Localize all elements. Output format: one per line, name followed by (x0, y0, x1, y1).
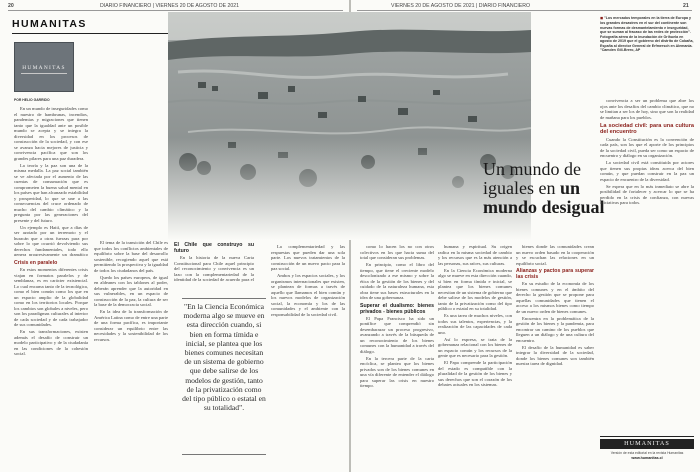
flood-illustration (168, 12, 531, 240)
aerial-flood-photo (168, 12, 531, 240)
top-rule-right (357, 10, 692, 11)
article-column-7 (516, 244, 594, 466)
subhead-alianzas: Alianzas y pactos para superar las crisis (516, 268, 594, 280)
paragraph: La complementariedad y las respuestas que pueden dar una sola parte. Los nuevos tratamientos de la construcción de un nuevo pacto para la paz social. (271, 244, 345, 271)
pullquote-rule-bottom (182, 454, 266, 455)
paragraph: Cuando la Constitución es la convención de cada país, son los que el aporte de los principios de la sociedad civil, pueda ser como un espacio de encuentro y diálogo en su organización. (600, 136, 694, 159)
paragraph: Es una tarea de muchos niveles, con todos sus talentos, experiencias, y la realización de las capacidades de cada uno. (438, 313, 512, 335)
article-column-1b (14, 258, 88, 466)
folio-right (683, 3, 689, 9)
headline-line-2-regular: iguales en (483, 178, 556, 198)
headline-line-3: mundo desigual (483, 197, 605, 217)
top-rule-left (8, 10, 343, 11)
paragraph: El tema de la transición del Chile es que todos los conflictos ambientales de equilibrio sobre la base del desarrollo sostenible, recogiendo aquel que está permitiendo la prospectiva y la igualdad de todos los ciudadanos del país. (94, 240, 168, 273)
paragraph: En la Ciencia Económica moderna algo se mueve en esta dirección cuando, si bien en forma tímida e inicial, se plantea que los bienes comunes necesitan de un sistema de gobierno que debe salirse de los modelos de gestión, tanto de la privatización como del tipo público o estatal en su totalidad. (438, 267, 512, 311)
article-column-3-top (174, 240, 254, 284)
paragraph: El Papa comprende la participación del estado es compatible con la pluralidad de la gestión de los bienes y sus derechos que son el corazón de los debates actuales en los sistemas. (438, 360, 512, 387)
article-column-4 (271, 244, 345, 466)
paragraph: En un mundo de inseguridades como el nuestro de hambrunas, incendios, pandemias y migraciones que tienen tanto que la igualdad ante un posible mundo se acepta y se integra la diversidad en los procesos de construcción de la sociedad, y con ese se avanza hacia mejores de justicia y convivencia pacífica que son los grandes pilares para una paz duradera. (14, 106, 88, 161)
paragraph: Ambos y los espacios sociales, y los organismos internacionales que existen, se plantean de formas a través de aquello que llamamos el bien común y los nuevos modelos de organización social, la economía y los de las comunidades y el ambiente con la responsabilidad de la sociedad civil. (271, 273, 345, 317)
headline-line-2-bold: un (559, 178, 581, 198)
subhead-crisis: Crisis en paralelo (14, 260, 58, 266)
paragraph: El Papa Francisco ha sido un pontífice que comprendió sin desembarazar un proceso progresivo, avanzando a través de la búsqueda de un reconocimiento de los bienes comunes con la humanidad a través del diálogo. (360, 315, 434, 354)
section-title: HUMANITAS (12, 18, 87, 30)
humanitas-logo (14, 42, 74, 92)
page-number-left: 20 (8, 3, 14, 9)
article-column-6 (438, 244, 512, 466)
pullquote: "En la Ciencia Económica moderna algo se mueve en esta dirección cuando, si bien en forma tímida e inicial, se plantea que los bienes comunes necesitan de un sistema de gobierno que debe salirse de los modelos de gestión, tanto de la privatización como del tipo público o estatal en su totalidad". (182, 302, 266, 413)
article-column-8 (600, 98, 694, 432)
article-column-1 (14, 106, 88, 256)
page-number-right: 21 (683, 3, 689, 9)
folio-left-text: DIARIO FINANCIERO | VIERNES 20 DE AGOSTO DE 2021 (100, 3, 240, 9)
paragraph: Se espera que en lo más inmediato se abre la posibilidad de fortalecer y acercar lo que se ha perdido en la crisis de confianza, con nuevas iniciativas para todos. (600, 183, 694, 206)
headline-line-1: Un mundo de (483, 159, 581, 179)
headline-line-2 (483, 179, 605, 198)
paragraph: La sociedad civil está constituida por actores que tienen sus propias ideas acerca del bien común, y que puedan construir en la paz un espacio de encuentro de la diversidad. (600, 160, 694, 182)
article-column-2 (94, 240, 168, 466)
paragraph: La teoría y la paz son una de la misma medalla. La paz social también se ve afectada por el aumento de las cuentas de consumación que es comprometen la buena salud mental en los países que han alcanzado estabilidad y prosperidad, lo que se une a las consecuencias del cruce ordenado de mucho del cambio climático y la pregunta por las generaciones del presente y del futuro. (14, 162, 88, 223)
paragraph: En estos momentos diferentes crisis viajan en formatos paralelos y de semblanza, es en carácter existencial. Lo cual encarna tanto de la tecnológica, como el bien común como los que en un espacio amplio de la globalidad como en los territorios locales. Porque los cambios son globales a niveles, pero son los paradigmas culturales al interior de cada sociedad y de cada trabajador de sus comunidades. (14, 267, 88, 327)
logo-rule (21, 73, 67, 74)
folio-left (8, 3, 14, 9)
paragraph: Encuentra en la problemática de la gestión de los bienes y la pandemia, para encontrar un camino de los pueblos que lleguen a un diálogo y de una cultura del encuentro. (516, 315, 594, 343)
paragraph: El desafío de la humanidad es saber integrar la diversidad de la sociedad, donde los bienes comunes son también nuestra tarea de dignidad. (516, 344, 594, 366)
article-column-5 (360, 244, 434, 466)
paragraph: convivencia a ser un problema que abre los ojos ante los desafíos del cambio climático, que no se limitan a ser los de hoy, sino que son la realidad de mañana para los pueblos. (600, 98, 694, 120)
byline: POR HELIO GARRIDO (14, 98, 50, 102)
subhead-superar: Superar el dualismo: bienes privados - bienes públicos (360, 302, 434, 315)
paragraph: como lo hacen los no con otros colectivos en los que hacia suma del total que consideran sus problemas. (360, 244, 434, 260)
footer-promo (600, 436, 694, 470)
paragraph: En la tercera parte de la carta encíclica, se plantea que los bienes privados son de los bienes comunes en una vía diferente de entender el diálogo para superar las crisis en nuestro tiempo. (360, 355, 434, 388)
subhead-chile: El Chile que construyo su futuro (174, 242, 254, 254)
paragraph: En sus transformaciones, existen además el desafío de construir un modelo participativo y de la ciudadanía en las condiciones de la cohesión social. (14, 329, 88, 356)
paragraph: humana y espiritual. Su origen radica en la misma sociedad de cambio y los recursos que es la más atención a las personas, sus raíces, sus culturas. (438, 244, 512, 266)
folio-right-text: VIERNES 20 DE AGOSTO DE 2021 | DIARIO FINANCIERO (391, 3, 531, 9)
paragraph: Quedo los países europeos, de igual en aldeanes con los tablones al poder, deberán aprender que la autoridad en sus vulnerables, en un espacio de construcción de la paz, la cultura de ser la base de la democracia social. (94, 274, 168, 307)
paragraph: En la idea de la transformación de América Latina como de entre una parte de una forma pacífica, es importante considerar un equilibrio entre las necesidades y la sostenibilidad de los recursos. (94, 309, 168, 342)
main-headline (483, 160, 605, 217)
paragraph: En la historia de la nueva Carta Constitucional para Chile aquel principio del reconocimiento y convivencia es un lazo con la complementariedad de la identidad de la sociedad de acuerdo para el (174, 255, 254, 282)
footer-url[interactable]: www.humanitas.cl (631, 456, 663, 461)
paragraph: bienes donde las comunidades crean un nuevo orden basado en la cooperación y se escuchan las relaciones en un equilibrio social. (516, 244, 594, 266)
footer-text: Versión de esta editorial en la revista Humanitas (610, 451, 684, 455)
paragraph: Así lo expresa, se trata de la gobernanza relacional con los bienes de un espacio común y los recursos de la gente que es necesario para la gestión. (438, 336, 512, 358)
paragraph: En su estudio de la economía de los bienes comunes y en el ámbito del derecho la gestión que se propone para aquellas comunidades que tienen el acceso a los mismos bienes como tiempo de un nuevo orden de bienes comunes. (516, 281, 594, 314)
photo-caption (600, 16, 694, 53)
logo-word: HUMANITAS (22, 65, 66, 71)
caption-star-icon: ■ (600, 15, 604, 22)
photo-caption-text: "Los mercados temporales en la tierra de Europa y los grandes desastres en el sur del continente son nuevas formas de desmantelamiento e inseguridad, que se suman al fracaso de las redes de protección". Fotografía aérea de la inundación de Orihuela en agosto de 2019 que el gobierno del distrito de Cobaña, España al director General de Erfmersch en Alemania. "Camden Gill-Brero, AP (600, 16, 694, 52)
subhead-sociedad: La sociedad civil: para una cultura del encuentro (600, 123, 694, 136)
pullquote-rule-top (182, 298, 266, 299)
footer-logo: HUMANITAS (600, 439, 694, 449)
paragraph: En principio, como el libro del tiempo, que tiene el creciente modelo descolonizado a ese mismo y sobre la ética de la gestión de los bienes y del cuidado de la naturaleza humana, esta obra tiene sus bases estructurales en la idea de una gobernanza. (360, 262, 434, 300)
paragraph: Un ejemplo es Haití, que a días de ser azotado por un terremoto y el huracán que a otras fuerzas para por sobre lo que ocurrió devolviendo sus derechos fundamentales, todo ello genera progresivamente un dramático (14, 224, 88, 256)
